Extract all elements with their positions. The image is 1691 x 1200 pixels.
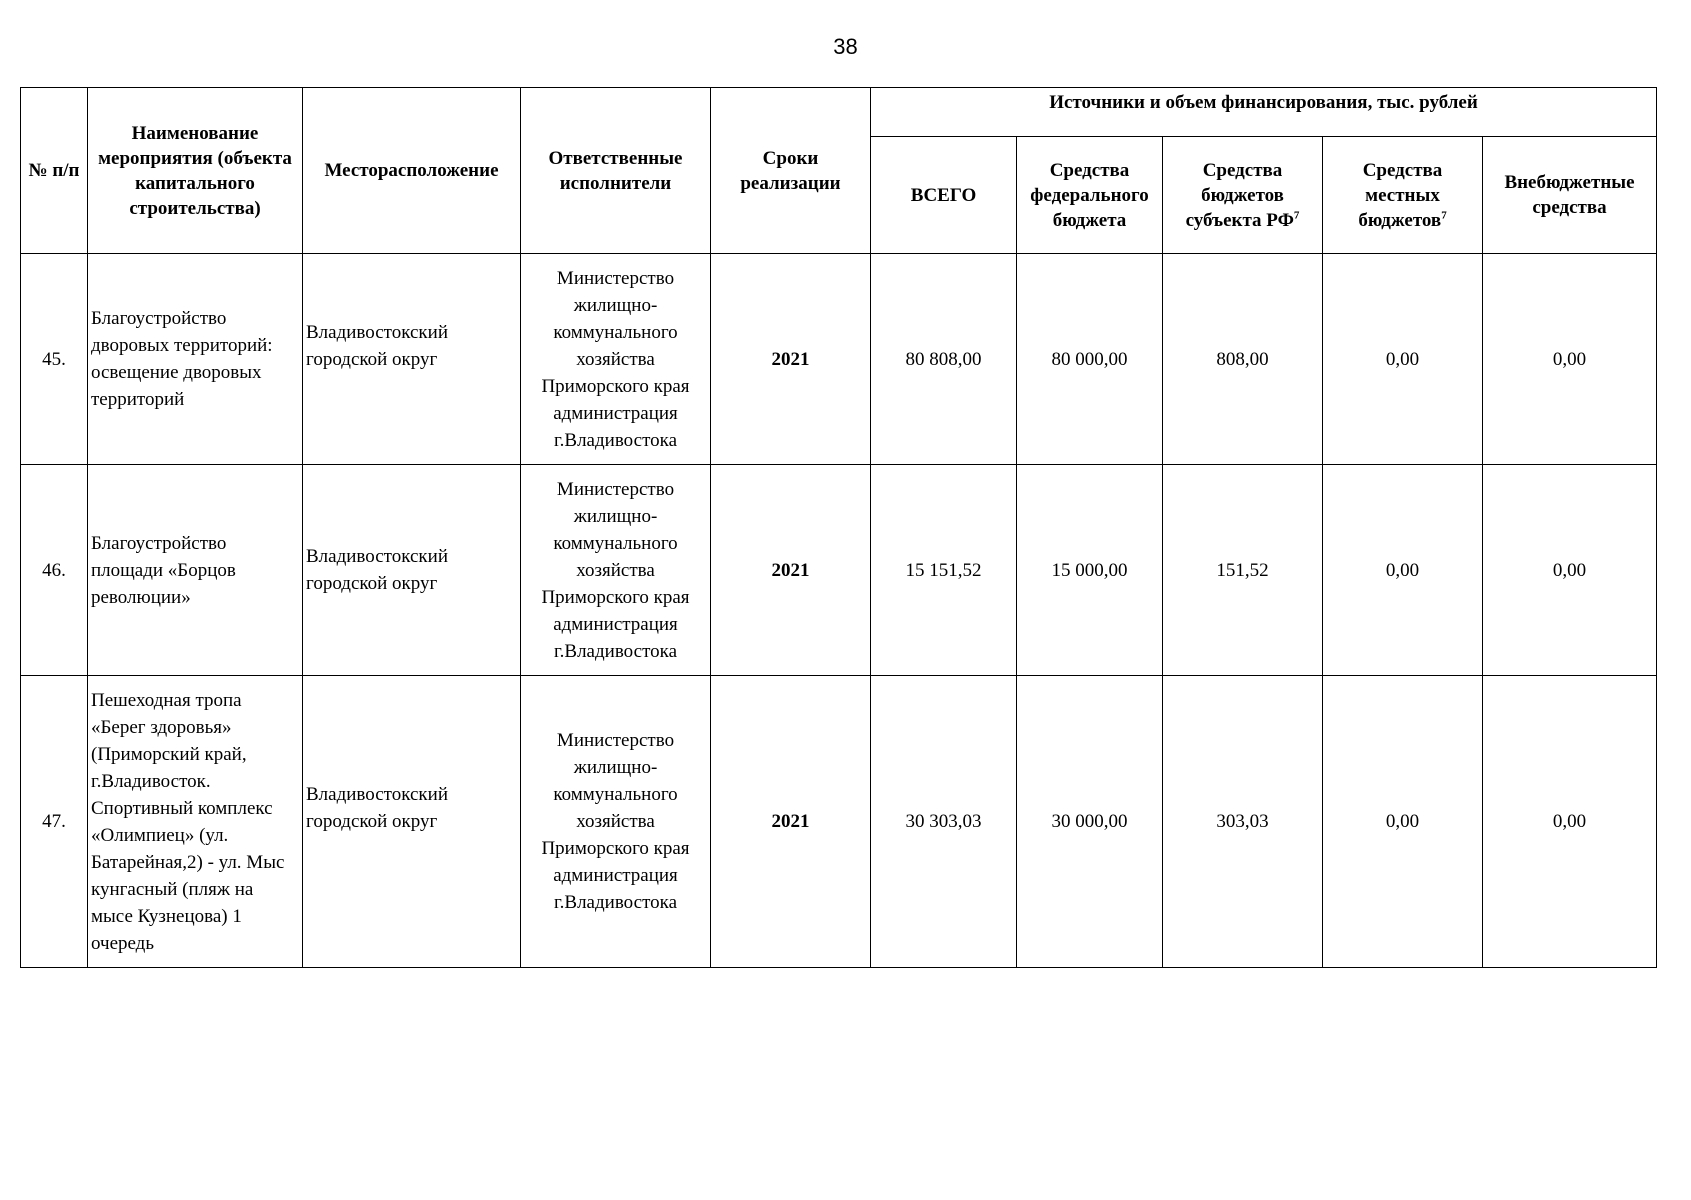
row-subject: 151,52 — [1163, 465, 1323, 676]
header-location: Месторасположение — [303, 88, 521, 254]
row-local: 0,00 — [1323, 254, 1483, 465]
row-local: 0,00 — [1323, 676, 1483, 968]
row-subject: 303,03 — [1163, 676, 1323, 968]
table-row — [21, 676, 1657, 968]
row-executors: Министерство жилищно-коммунального хозяйства Приморского края администрация г.Владивостока — [521, 465, 711, 676]
header-total: ВСЕГО — [871, 137, 1017, 254]
row-period: 2021 — [711, 465, 871, 676]
header-federal: Средства федерального бюджета — [1017, 137, 1163, 254]
table-row — [21, 254, 1657, 465]
header-subject-footnote: 7 — [1293, 209, 1300, 222]
row-period: 2021 — [711, 676, 871, 968]
row-executors: Министерство жилищно-коммунального хозяйства Приморского края администрация г.Владивостока — [521, 254, 711, 465]
page-number: 38 — [833, 34, 858, 59]
header-extra: Внебюджетные средства — [1483, 137, 1657, 254]
row-subject: 808,00 — [1163, 254, 1323, 465]
header-financing-group: Источники и объем финансирования, тыс. рублей — [871, 88, 1657, 137]
row-local: 0,00 — [1323, 465, 1483, 676]
table-row — [21, 465, 1657, 676]
row-total: 30 303,03 — [871, 676, 1017, 968]
row-num: 46. — [21, 465, 88, 676]
row-federal: 15 000,00 — [1017, 465, 1163, 676]
row-period: 2021 — [711, 254, 871, 465]
row-num: 47. — [21, 676, 88, 968]
header-local-footnote: 7 — [1441, 209, 1447, 222]
row-name: Благоустройство дворовых территорий: освещение дворовых территорий — [88, 254, 303, 465]
row-location: Владивостокский городской округ — [303, 254, 521, 465]
row-location: Владивостокский городской округ — [303, 465, 521, 676]
row-total: 80 808,00 — [871, 254, 1017, 465]
header-subject — [1163, 137, 1323, 254]
row-federal: 80 000,00 — [1017, 254, 1163, 465]
header-subject-label: Средства бюджетов субъекта РФ — [1185, 159, 1294, 231]
header-executors: Ответственные исполнители — [521, 88, 711, 254]
row-extra: 0,00 — [1483, 465, 1657, 676]
header-name: Наименование мероприятия (объекта капитального строительства) — [88, 88, 303, 254]
financing-table — [20, 87, 1657, 968]
row-name: Пешеходная тропа «Берег здоровья» (Приморский край, г.Владивосток. Спортивный комплекс «Олимпиец» (ул. Батарейная,2) - ул. Мыс кунгасный (пляж на мысе Кузнецова) 1 очередь — [88, 676, 303, 968]
row-total: 15 151,52 — [871, 465, 1017, 676]
row-federal: 30 000,00 — [1017, 676, 1163, 968]
row-num: 45. — [21, 254, 88, 465]
header-period: Сроки реализации — [711, 88, 871, 254]
header-num: № п/п — [21, 88, 88, 254]
row-extra: 0,00 — [1483, 254, 1657, 465]
header-local-label: Средства местных бюджетов — [1358, 159, 1443, 231]
header-local — [1323, 137, 1483, 254]
row-location: Владивостокский городской округ — [303, 676, 521, 968]
row-extra: 0,00 — [1483, 676, 1657, 968]
row-name: Благоустройство площади «Борцов революции» — [88, 465, 303, 676]
row-executors: Министерство жилищно-коммунального хозяйства Приморского края администрация г.Владивостока — [521, 676, 711, 968]
